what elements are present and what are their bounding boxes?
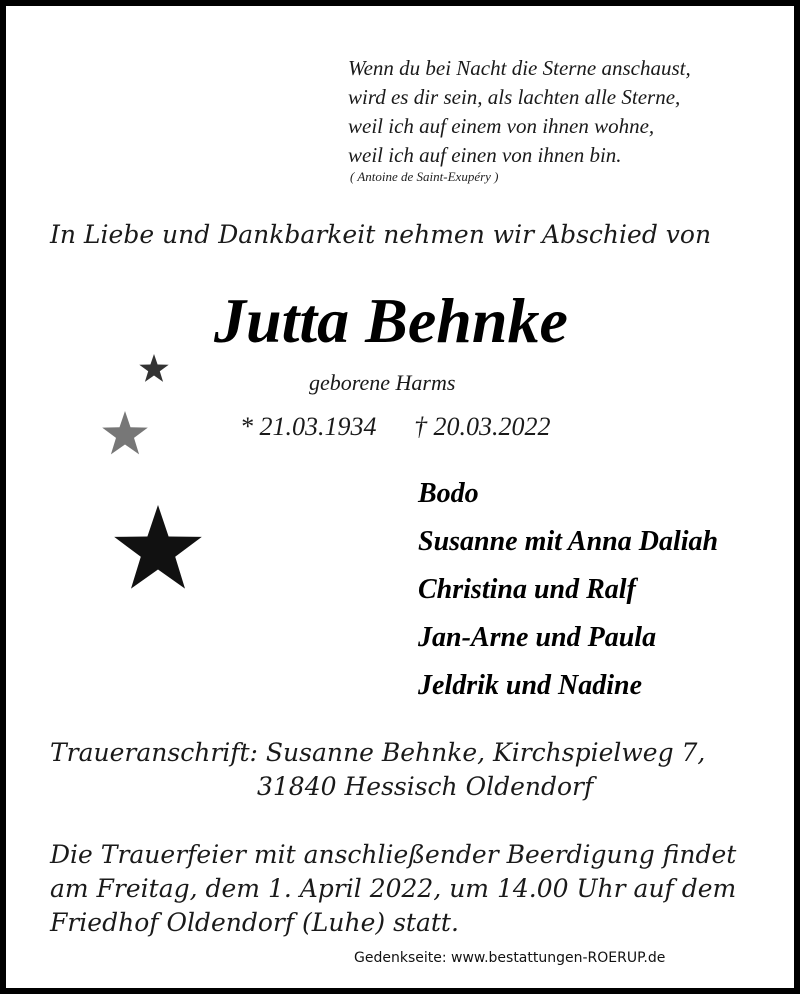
memorial-website-link[interactable]: Gedenkseite: www.bestattungen-ROERUP.de — [354, 950, 666, 966]
mourner-item: Jan-Arne und Paula — [418, 622, 657, 653]
quote-line-2: wird es dir sein, als lachten alle Sterne, — [348, 85, 681, 109]
quote-source: ( Antoine de Saint-Exupéry ) — [350, 169, 499, 184]
mourner-item: Susanne mit Anna Daliah — [418, 526, 719, 557]
birth-date: * 21.03.1934 — [240, 412, 377, 441]
intro-text: In Liebe und Dankbarkeit nehmen wir Abschied von — [50, 220, 712, 249]
ceremony-line-1: Die Trauerfeier mit anschließender Beerdigung findet — [50, 840, 737, 869]
medium-star-icon — [102, 411, 148, 454]
birth-name: geborene Harms — [309, 370, 456, 395]
small-star-icon — [139, 354, 168, 382]
address-line-2: 31840 Hessisch Oldendorf — [257, 772, 594, 801]
deceased-name: Jutta Behnke — [214, 285, 568, 356]
quote-line-4: weil ich auf einen von ihnen bin. — [348, 143, 622, 167]
ceremony-line-3: Friedhof Oldendorf (Luhe) statt. — [50, 908, 459, 937]
mourner-item: Christina und Ralf — [418, 574, 636, 605]
quote-line-1: Wenn du bei Nacht die Sterne anschaust, — [348, 56, 691, 80]
address-line-1: Traueranschrift: Susanne Behnke, Kirchspielweg 7, — [50, 738, 706, 767]
death-date: † 20.03.2022 — [414, 412, 551, 441]
quote-line-3: weil ich auf einem von ihnen wohne, — [348, 114, 655, 138]
ceremony-line-2: am Freitag, dem 1. April 2022, um 14.00 Uhr auf dem — [50, 874, 737, 903]
mourner-item: Jeldrik und Nadine — [418, 670, 643, 701]
large-star-icon — [114, 505, 202, 589]
mourner-item: Bodo — [418, 478, 479, 509]
